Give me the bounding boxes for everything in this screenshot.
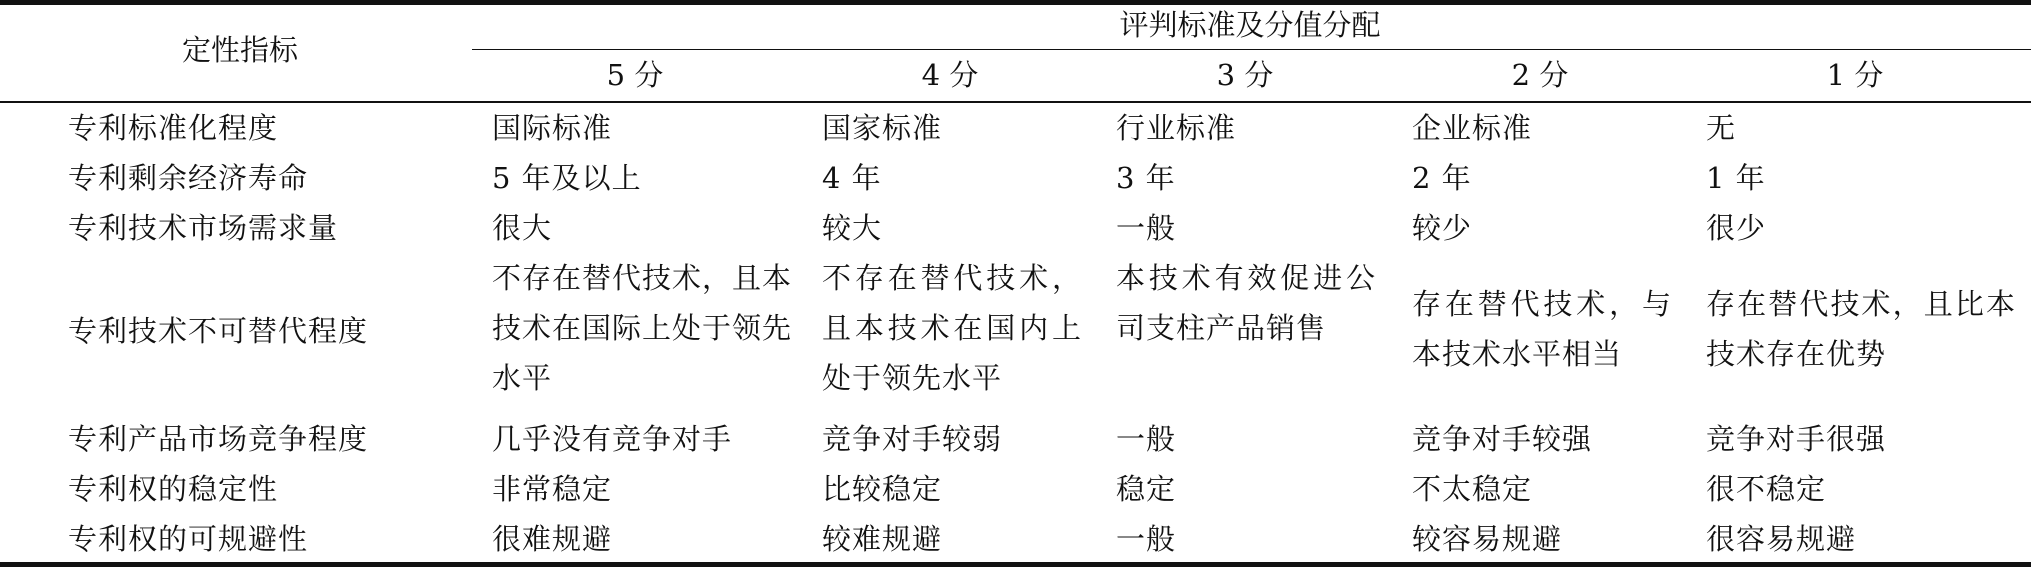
header-criteria-group: 评判标准及分值分配 [1119, 8, 1381, 42]
score1-cell: 存在替代技术，且比本技术存在优势 [1706, 287, 2016, 371]
header-score-2: 2 分 [1511, 58, 1569, 92]
table-row [0, 414, 2031, 464]
indicator-cell: 专利权的可规避性 [68, 522, 309, 556]
score2-cell: 较少 [1412, 211, 1473, 245]
score5-cell: 国际标准 [492, 111, 613, 145]
score3-cell: 一般 [1116, 211, 1177, 245]
score3-cell: 3 年 [1116, 161, 1176, 195]
table-row [0, 153, 2031, 203]
score2-cell: 竞争对手较强 [1412, 422, 1593, 456]
table-row [0, 253, 2031, 409]
indicator-cell: 专利技术市场需求量 [68, 211, 339, 245]
score4-cell: 4 年 [822, 161, 882, 195]
header-group-underline [472, 49, 2031, 50]
indicator-cell: 专利剩余经济寿命 [68, 161, 309, 195]
score2-cell: 不太稳定 [1412, 472, 1533, 506]
table-top-rule [0, 0, 2031, 5]
header-score-1: 1 分 [1826, 58, 1884, 92]
score4-cell: 比较稳定 [822, 472, 943, 506]
score5-cell: 不存在替代技术，且本技术在国际上处于领先水平 [492, 261, 793, 395]
score2-cell: 2 年 [1412, 161, 1472, 195]
table-row [0, 464, 2031, 514]
score2-cell: 企业标准 [1412, 111, 1533, 145]
indicator-cell: 专利技术不可替代程度 [68, 314, 369, 348]
score5-cell: 几乎没有竞争对手 [492, 422, 733, 456]
score1-cell: 很容易规避 [1706, 522, 1857, 556]
score1-cell: 竞争对手很强 [1706, 422, 1887, 456]
score4-cell: 较大 [822, 211, 883, 245]
score4-cell: 竞争对手较弱 [822, 422, 1003, 456]
indicator-cell: 专利权的稳定性 [68, 472, 279, 506]
score5-cell: 很大 [492, 211, 553, 245]
indicator-cell: 专利产品市场竞争程度 [68, 422, 369, 456]
score4-cell: 国家标准 [822, 111, 943, 145]
score4-cell: 较难规避 [822, 522, 943, 556]
header-score-4: 4 分 [921, 58, 979, 92]
score3-cell: 一般 [1116, 422, 1177, 456]
table-row [0, 203, 2031, 253]
header-indicator: 定性指标 [181, 33, 298, 67]
table-bottom-rule [0, 562, 2031, 567]
table-row [0, 103, 2031, 153]
score3-cell: 稳定 [1116, 472, 1177, 506]
score3-cell: 本技术有效促进公司支柱产品销售 [1116, 261, 1376, 345]
score1-cell: 很不稳定 [1706, 472, 1827, 506]
score5-cell: 很难规避 [492, 522, 613, 556]
score1-cell: 很少 [1706, 211, 1767, 245]
header-score-5: 5 分 [606, 58, 664, 92]
score2-cell: 存在替代技术，与本技术水平相当 [1412, 287, 1672, 371]
score1-cell: 1 年 [1706, 161, 1766, 195]
score3-cell: 一般 [1116, 522, 1177, 556]
table-row [0, 514, 2031, 562]
score1-cell: 无 [1706, 111, 1737, 145]
score3-cell: 行业标准 [1116, 111, 1237, 145]
indicator-cell: 专利标准化程度 [68, 111, 279, 145]
score4-cell: 不存在替代技术，且本技术在国内上处于领先水平 [822, 261, 1082, 395]
score2-cell: 较容易规避 [1412, 522, 1563, 556]
header-score-3: 3 分 [1216, 58, 1274, 92]
score5-cell: 非常稳定 [492, 472, 613, 506]
score5-cell: 5 年及以上 [492, 161, 642, 195]
